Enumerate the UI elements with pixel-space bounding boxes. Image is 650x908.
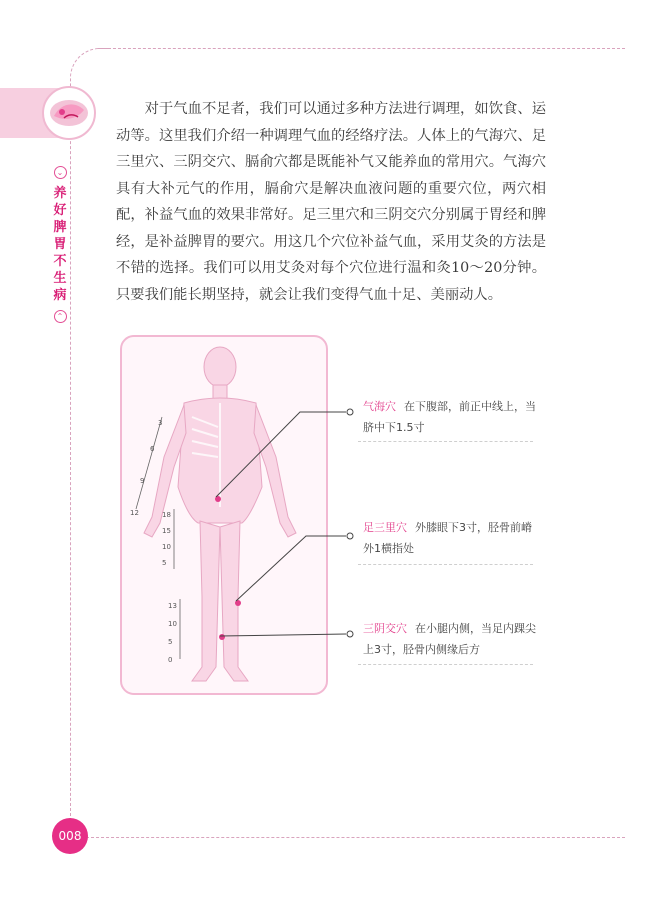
body-paragraph: 对于气血不足者，我们可以通过多种方法进行调理，如饮食、运动等。这里我们介绍一种调理气血的经络疗法。人体上的气海穴、足三里穴、三阴交穴、膈俞穴都是既能补气又能养血的常用穴。气海穴具有大补元气的作用，膈俞穴是解决血液问题的重要穴位，两穴相配，补益气血的效果非常好。足三里穴和三阴交穴分别属于胃经和脾经，是补益脾胃的要穴。用这几个穴位补益气血，采用艾灸的方法是不错的选择。我们可以用艾灸对每个穴位进行温和灸10～20分钟。只要我们能长期坚持，就会让我们变得气血十足、美丽动人。 [116,101,546,303]
ruler-tick-label: 0 [168,656,173,664]
label-divider [358,441,533,442]
side-title-text: 养好脾胃不生病 [53,186,67,303]
chapter-side-title [52,166,68,323]
acupoint-desc: 在下腹部，前正中线上，当脐中下1.5寸 [363,400,536,434]
ruler-tick-label: 13 [168,602,177,610]
label-divider [358,564,533,565]
page-frame-left [70,86,71,826]
ruler-tick-label: 18 [162,511,171,519]
ruler-tick-label: 9 [140,477,145,485]
ruler-middle-labels [162,507,171,571]
ruler-tick-label: 10 [168,620,177,628]
ruler-tick-label: 3 [158,419,163,427]
ruler-tick-label: 5 [168,638,173,646]
chevron-up-icon: ⌃ [54,310,67,323]
acupoint-name: 气海穴 [363,400,396,413]
ruler-tick-label: 6 [150,445,155,453]
acupoint-desc: 在小腿内侧，当足内踝尖上3寸，胫骨内侧缘后方 [363,622,536,656]
ruler-tick-label: 15 [162,527,171,535]
ruler-lower-labels [168,597,177,669]
page-frame-bottom [86,837,625,838]
page-frame-corner [70,48,111,89]
acupoint-desc: 外膝眼下3寸，胫骨前嵴外1横指处 [363,521,532,555]
ruler-tick-label: 10 [162,543,171,551]
acupoint-label-sanyinjiao [363,618,538,660]
label-divider [358,664,533,665]
acupoint-figure [120,335,328,695]
book-logo-icon [42,86,96,140]
acupoint-label-qihai [363,396,538,438]
ruler-tick-label: 5 [162,559,167,567]
page-number: 008 [52,818,88,854]
acupoint-name: 三阴交穴 [363,622,407,635]
acupoint-name: 足三里穴 [363,521,407,534]
page-frame-top [98,48,625,49]
acupoint-label-zusanli [363,517,538,559]
chevron-down-icon: ⌄ [54,166,67,179]
ruler-tick-label: 12 [130,509,139,517]
